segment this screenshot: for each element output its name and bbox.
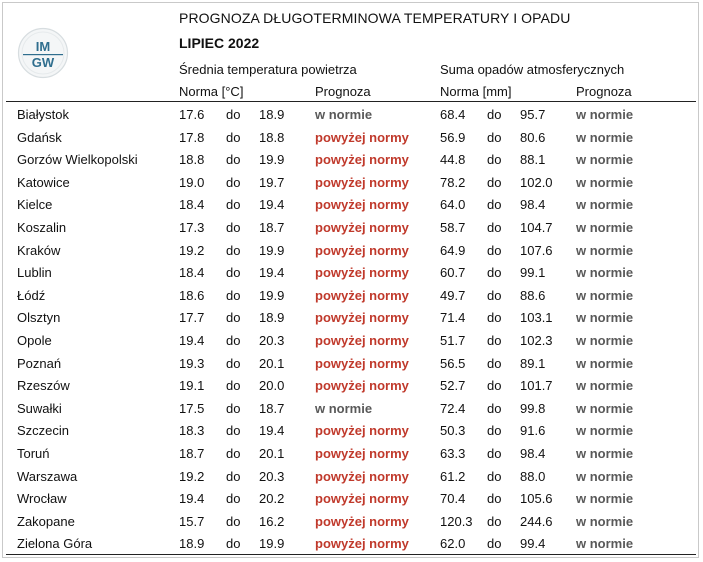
temp-norm-max: 18.8 xyxy=(259,129,285,145)
city-name: Kraków xyxy=(17,242,61,258)
table-row xyxy=(0,103,703,126)
temp-norm-min: 17.5 xyxy=(179,400,205,416)
temperature-section-heading: Średnia temperatura powietrza xyxy=(179,62,357,77)
precip-norm-max: 98.4 xyxy=(520,197,546,213)
table-row xyxy=(0,306,703,329)
precip-forecast: w normie xyxy=(576,107,634,122)
temp-norm-max: 18.9 xyxy=(259,107,285,122)
temp-norm-separator: do xyxy=(226,152,241,168)
header-divider xyxy=(6,101,696,102)
table-row xyxy=(0,487,703,510)
city-name: Lublin xyxy=(17,265,52,281)
temp-norm-max: 18.7 xyxy=(259,400,285,416)
city-name: Warszawa xyxy=(17,468,78,484)
temp-norm-min: 19.4 xyxy=(179,491,205,507)
temp-norm-max: 19.7 xyxy=(259,174,285,190)
precipitation-section-heading: Suma opadów atmosferycznych xyxy=(440,62,625,77)
precip-norm-separator: do xyxy=(487,400,502,416)
precip-forecast: w normie xyxy=(576,129,634,145)
precip-forecast: w normie xyxy=(576,423,634,439)
precip-norm-separator: do xyxy=(487,536,502,552)
temp-norm-max: 18.9 xyxy=(259,310,285,326)
temp-norm-separator: do xyxy=(226,355,241,371)
city-name: Gorzów Wielkopolski xyxy=(17,152,138,168)
precip-norm-min: 51.7 xyxy=(440,333,466,348)
precip-norm-min: 70.4 xyxy=(440,491,466,507)
precip-norm-separator: do xyxy=(487,197,502,213)
logo-text-top: IM xyxy=(35,39,51,54)
precip-norm-separator: do xyxy=(487,310,502,326)
precip-norm-max: 102.3 xyxy=(520,333,553,348)
temp-norm-separator: do xyxy=(226,197,241,213)
temp-forecast: w normie xyxy=(315,400,373,416)
temp-norm-max: 19.4 xyxy=(259,197,285,213)
precip-forecast: w normie xyxy=(576,152,634,168)
temp-norm-min: 17.3 xyxy=(179,220,205,235)
precip-forecast: w normie xyxy=(576,355,634,371)
precip-norm-min: 64.9 xyxy=(440,242,466,258)
city-name: Zielona Góra xyxy=(17,536,93,552)
temp-forecast: powyżej normy xyxy=(315,446,409,461)
precip-norm-max: 89.1 xyxy=(520,355,546,371)
page-subtitle: LIPIEC 2022 xyxy=(179,35,260,51)
temp-norm-max: 19.9 xyxy=(259,287,285,303)
temp-forecast: powyżej normy xyxy=(315,536,409,552)
precip-norm-max: 244.6 xyxy=(520,513,553,529)
precip-norm-separator: do xyxy=(487,265,502,281)
precip-norm-min: 60.7 xyxy=(440,265,466,281)
temp-norm-max: 20.1 xyxy=(259,355,285,371)
temp-norm-min: 15.7 xyxy=(179,513,205,529)
city-name: Opole xyxy=(17,333,52,348)
precip-norm-separator: do xyxy=(487,107,502,122)
precip-norm-min: 58.7 xyxy=(440,220,466,235)
temp-norm-min: 18.4 xyxy=(179,197,205,213)
table-row xyxy=(0,352,703,375)
temp-norm-separator: do xyxy=(226,129,241,145)
precip-norm-min: 56.5 xyxy=(440,355,466,371)
precip-norm-separator: do xyxy=(487,513,502,529)
precip-forecast: w normie xyxy=(576,265,634,281)
precip-norm-max: 88.1 xyxy=(520,152,546,168)
temp-norm-min: 19.4 xyxy=(179,333,205,348)
temperature-norm-header: Norma [°C] xyxy=(179,84,244,99)
table-row xyxy=(0,419,703,442)
precip-forecast: w normie xyxy=(576,220,634,235)
city-name: Katowice xyxy=(17,174,70,190)
precipitation-norm-header: Norma [mm] xyxy=(440,84,512,99)
table-row xyxy=(0,148,703,171)
precip-norm-min: 63.3 xyxy=(440,446,466,461)
temp-norm-max: 19.9 xyxy=(259,242,285,258)
precip-norm-min: 44.8 xyxy=(440,152,466,168)
table-row xyxy=(0,442,703,465)
precip-norm-max: 102.0 xyxy=(520,174,553,190)
temp-forecast: powyżej normy xyxy=(315,287,409,303)
temp-forecast: powyżej normy xyxy=(315,265,409,281)
temp-norm-min: 18.4 xyxy=(179,265,205,281)
temperature-forecast-header: Prognoza xyxy=(315,84,371,99)
temp-forecast: powyżej normy xyxy=(315,220,409,235)
table-row xyxy=(0,465,703,488)
temp-norm-min: 19.0 xyxy=(179,174,205,190)
temp-forecast: powyżej normy xyxy=(315,491,409,507)
table-row xyxy=(0,261,703,284)
precip-norm-min: 78.2 xyxy=(440,174,466,190)
temp-norm-separator: do xyxy=(226,220,241,235)
temp-forecast: powyżej normy xyxy=(315,129,409,145)
temp-forecast: powyżej normy xyxy=(315,423,409,439)
precip-norm-separator: do xyxy=(487,333,502,348)
temp-forecast: powyżej normy xyxy=(315,513,409,529)
precip-norm-separator: do xyxy=(487,355,502,371)
precip-forecast: w normie xyxy=(576,242,634,258)
city-name: Olsztyn xyxy=(17,310,61,326)
temp-norm-max: 19.9 xyxy=(259,536,285,552)
precip-norm-max: 104.7 xyxy=(520,220,553,235)
precip-forecast: w normie xyxy=(576,333,634,348)
precip-norm-max: 99.1 xyxy=(520,265,546,281)
temp-norm-min: 18.3 xyxy=(179,423,205,439)
temp-norm-separator: do xyxy=(226,333,241,348)
table-row xyxy=(0,329,703,352)
temp-norm-min: 19.1 xyxy=(179,378,205,394)
precip-norm-max: 88.6 xyxy=(520,287,546,303)
precipitation-forecast-header: Prognoza xyxy=(576,84,632,99)
table-row xyxy=(0,171,703,194)
footer-divider xyxy=(6,554,696,555)
precip-forecast: w normie xyxy=(576,174,634,190)
city-name: Kielce xyxy=(17,197,53,213)
precip-forecast: w normie xyxy=(576,536,634,552)
temp-norm-min: 18.7 xyxy=(179,446,205,461)
precip-norm-separator: do xyxy=(487,468,502,484)
page-title: PROGNOZA DŁUGOTERMINOWA TEMPERATURY I OPADU xyxy=(179,10,571,26)
precip-norm-min: 49.7 xyxy=(440,287,466,303)
temp-forecast: w normie xyxy=(315,107,373,122)
temp-forecast: powyżej normy xyxy=(315,333,409,348)
precip-norm-min: 50.3 xyxy=(440,423,466,439)
city-name: Łódź xyxy=(17,287,46,303)
precip-norm-separator: do xyxy=(487,423,502,439)
table-row xyxy=(0,239,703,262)
precip-forecast: w normie xyxy=(576,378,634,394)
table-row xyxy=(0,216,703,239)
precip-norm-min: 56.9 xyxy=(440,129,466,145)
temp-norm-separator: do xyxy=(226,265,241,281)
temp-forecast: powyżej normy xyxy=(315,468,409,484)
temp-norm-min: 18.8 xyxy=(179,152,205,168)
precip-norm-separator: do xyxy=(487,242,502,258)
city-name: Koszalin xyxy=(17,220,67,235)
precip-norm-max: 88.0 xyxy=(520,468,546,484)
temp-norm-min: 19.2 xyxy=(179,468,205,484)
precip-norm-max: 99.4 xyxy=(520,536,546,552)
temp-norm-min: 17.8 xyxy=(179,129,205,145)
precip-norm-min: 120.3 xyxy=(440,513,473,529)
table-row xyxy=(0,126,703,149)
temp-norm-max: 19.4 xyxy=(259,423,285,439)
city-name: Zakopane xyxy=(17,513,75,529)
precip-norm-separator: do xyxy=(487,378,502,394)
precip-norm-min: 52.7 xyxy=(440,378,466,394)
city-name: Gdańsk xyxy=(17,129,62,145)
temp-norm-separator: do xyxy=(226,378,241,394)
temp-norm-min: 19.2 xyxy=(179,242,205,258)
temp-norm-max: 20.1 xyxy=(259,446,285,461)
precip-norm-max: 91.6 xyxy=(520,423,546,439)
temp-norm-min: 18.6 xyxy=(179,287,205,303)
precip-forecast: w normie xyxy=(576,446,634,461)
temp-norm-min: 17.6 xyxy=(179,107,205,122)
temp-norm-separator: do xyxy=(226,536,241,552)
table-row xyxy=(0,284,703,307)
temp-norm-separator: do xyxy=(226,446,241,461)
table-row xyxy=(0,193,703,216)
temp-norm-separator: do xyxy=(226,513,241,529)
precip-norm-max: 107.6 xyxy=(520,242,553,258)
precip-forecast: w normie xyxy=(576,491,634,507)
precip-forecast: w normie xyxy=(576,287,634,303)
precip-norm-separator: do xyxy=(487,129,502,145)
temp-norm-separator: do xyxy=(226,242,241,258)
precip-norm-max: 101.7 xyxy=(520,378,553,394)
temp-norm-separator: do xyxy=(226,491,241,507)
temp-norm-min: 18.9 xyxy=(179,536,205,552)
temp-norm-separator: do xyxy=(226,287,241,303)
precip-norm-max: 95.7 xyxy=(520,107,546,122)
precip-norm-min: 71.4 xyxy=(440,310,466,326)
temp-forecast: powyżej normy xyxy=(315,378,409,394)
temp-norm-max: 20.3 xyxy=(259,333,285,348)
precip-forecast: w normie xyxy=(576,513,634,529)
city-name: Wrocław xyxy=(17,491,67,507)
city-name: Poznań xyxy=(17,355,62,371)
precip-norm-max: 105.6 xyxy=(520,491,553,507)
precip-forecast: w normie xyxy=(576,310,634,326)
temp-norm-separator: do xyxy=(226,400,241,416)
temp-norm-max: 20.3 xyxy=(259,468,285,484)
city-name: Białystok xyxy=(17,107,70,122)
temp-norm-min: 17.7 xyxy=(179,310,205,326)
city-name: Rzeszów xyxy=(17,378,70,394)
imgw-logo-icon xyxy=(17,27,69,79)
precip-norm-separator: do xyxy=(487,491,502,507)
temp-norm-separator: do xyxy=(226,310,241,326)
city-name: Suwałki xyxy=(17,400,62,416)
temp-norm-separator: do xyxy=(226,107,241,122)
precip-norm-separator: do xyxy=(487,446,502,461)
precip-norm-max: 80.6 xyxy=(520,129,546,145)
precip-forecast: w normie xyxy=(576,468,634,484)
temp-norm-max: 19.9 xyxy=(259,152,285,168)
table-row xyxy=(0,374,703,397)
precip-norm-max: 99.8 xyxy=(520,400,546,416)
precip-norm-separator: do xyxy=(487,220,502,235)
temp-norm-separator: do xyxy=(226,174,241,190)
temp-forecast: powyżej normy xyxy=(315,197,409,213)
temp-forecast: powyżej normy xyxy=(315,355,409,371)
temp-forecast: powyżej normy xyxy=(315,242,409,258)
precip-norm-min: 68.4 xyxy=(440,107,466,122)
temp-norm-max: 20.0 xyxy=(259,378,285,394)
table-row xyxy=(0,532,703,555)
temp-norm-max: 20.2 xyxy=(259,491,285,507)
precip-norm-min: 64.0 xyxy=(440,197,466,213)
temp-norm-min: 19.3 xyxy=(179,355,205,371)
precip-norm-separator: do xyxy=(487,152,502,168)
precip-norm-min: 62.0 xyxy=(440,536,466,552)
temp-norm-separator: do xyxy=(226,423,241,439)
temp-norm-max: 18.7 xyxy=(259,220,285,235)
precip-norm-separator: do xyxy=(487,287,502,303)
precip-norm-separator: do xyxy=(487,174,502,190)
precip-norm-min: 61.2 xyxy=(440,468,466,484)
table-row xyxy=(0,397,703,420)
temp-norm-separator: do xyxy=(226,468,241,484)
temp-forecast: powyżej normy xyxy=(315,152,409,168)
city-name: Szczecin xyxy=(17,423,70,439)
table-row xyxy=(0,510,703,533)
temp-forecast: powyżej normy xyxy=(315,174,409,190)
precip-forecast: w normie xyxy=(576,197,634,213)
temp-forecast: powyżej normy xyxy=(315,310,409,326)
precip-norm-max: 103.1 xyxy=(520,310,553,326)
logo-text-bottom: GW xyxy=(31,55,55,70)
precip-forecast: w normie xyxy=(576,400,634,416)
city-name: Toruń xyxy=(17,446,50,461)
precip-norm-max: 98.4 xyxy=(520,446,546,461)
temp-norm-max: 16.2 xyxy=(259,513,285,529)
precip-norm-min: 72.4 xyxy=(440,400,466,416)
temp-norm-max: 19.4 xyxy=(259,265,285,281)
